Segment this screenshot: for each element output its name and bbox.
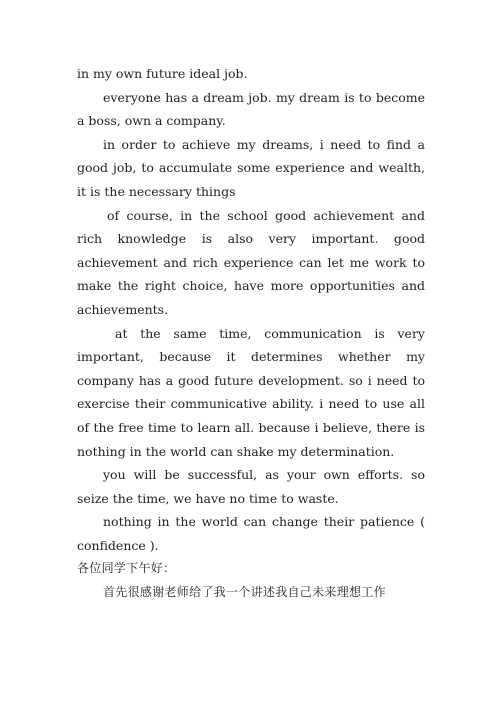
greeting-line: 各位同学下午好：: [77, 561, 176, 576]
paragraph-1: in my own future ideal job.: [77, 66, 248, 81]
paragraph-7: nothing in the world can change their patience ( confidence ).: [77, 514, 425, 553]
paragraph-3: in order to achieve my dreams, i need to find a good job, to accumulate some experience and wealth, it is the necessary things: [77, 136, 425, 199]
paragraph-6: you will be successful, as your own efforts. so seize the time, we have no time to waste.: [77, 467, 425, 506]
paragraph-4: of course, in the school good achievement and rich knowledge is also very important. good achievement and rich experience can let me work to make the right choice, have more opportunities and achievements.: [77, 207, 425, 317]
document-body: [77, 62, 425, 605]
paragraph-5: at the same time, communication is very important, because it determines whether my company has a good future development. so i need to exercise their communicative ability. i need to use all of the free time to learn all. because i believe, there is nothing in the world can shake my determination.: [77, 325, 425, 459]
paragraph-2: everyone has a dream job. my dream is to become a boss, own a company.: [77, 89, 425, 129]
chinese-paragraph: 首先很感谢老师给了我一个讲述我自己未来理想工作: [103, 585, 386, 600]
